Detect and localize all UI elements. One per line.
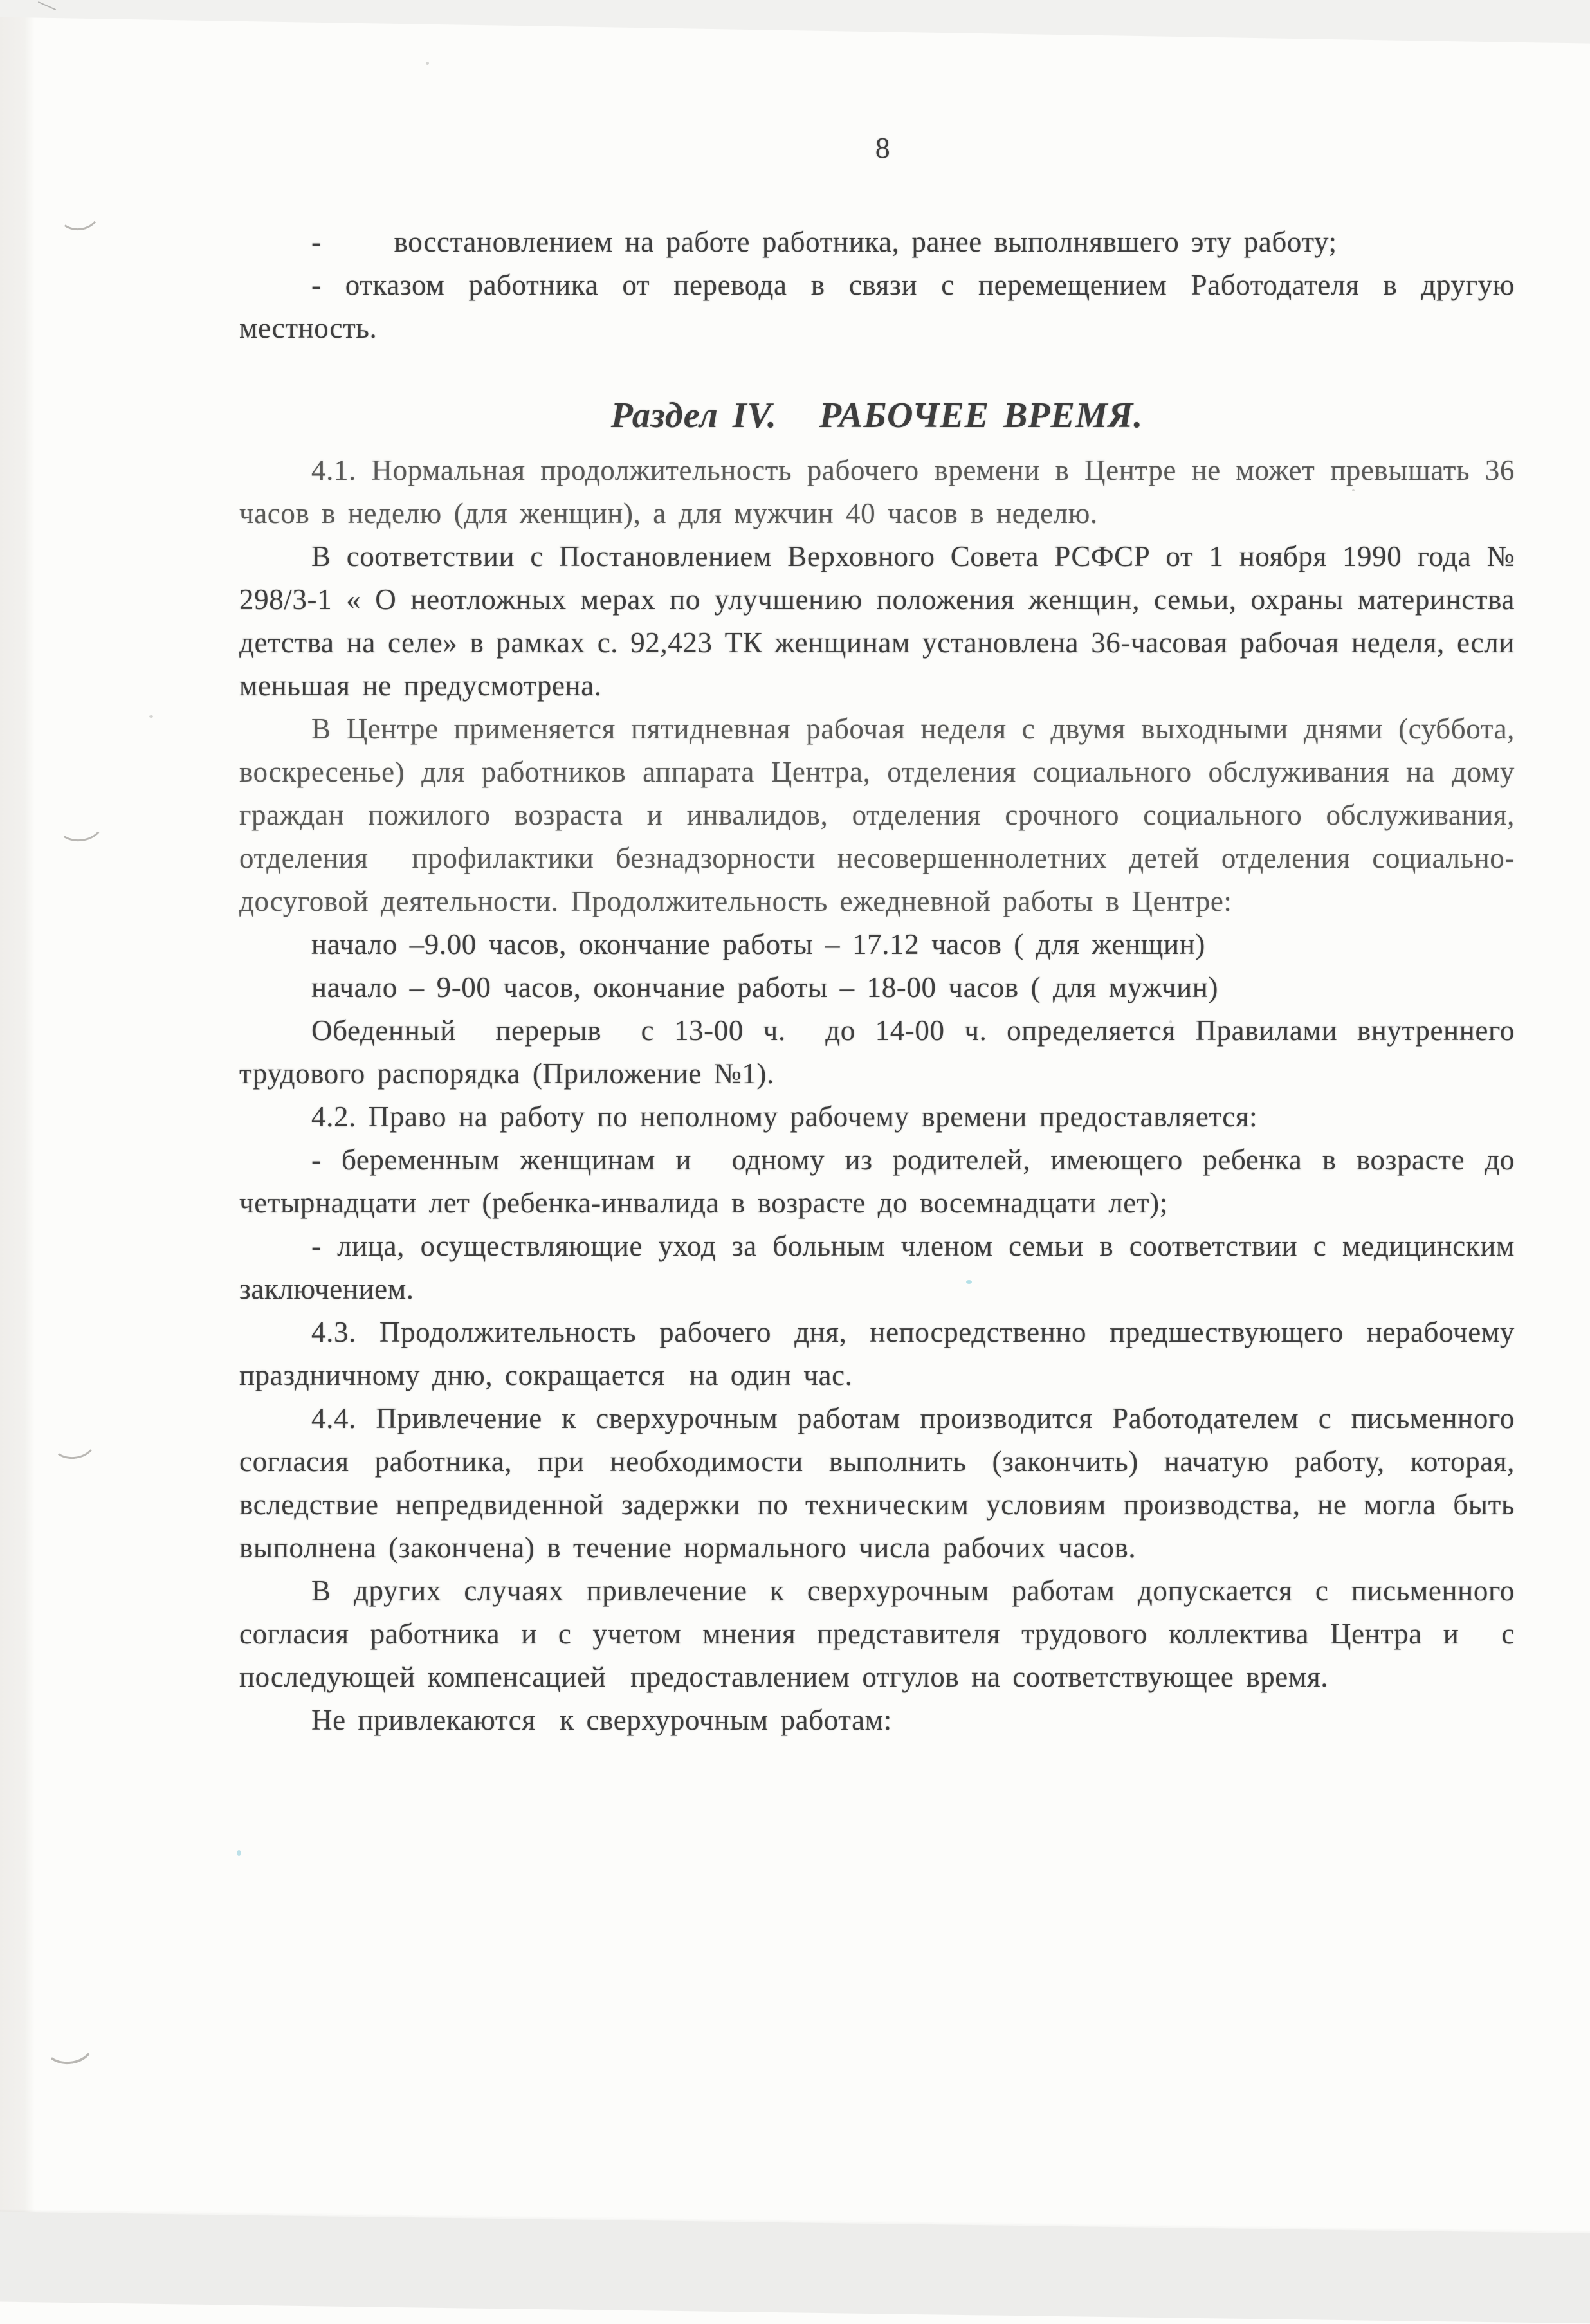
scan-speck: [426, 62, 429, 65]
paragraph: 4.4. Привлечение к сверхурочным работам производится Работодателем с письменного согласия работника, при необходимости выполнить (закончить) начатую работу, которая, вследствие непредвиденной задержки по техническим условиям производства, не могла быть выполнена (закончена) в течение нормального числа рабочих часов.: [239, 1402, 1515, 1564]
scan-speck: [149, 715, 153, 718]
paragraph: В соответствии с Постановлением Верховного Совета РСФСР от 1 ноября 1990 года № 298/3-1 « О неотложных мерах по улучшению положения женщин, семьи, охраны материнства детства на селе» в рамках с. 92,423 ТК женщинам установлена 36-часовая рабочая неделя, если меньшая не предусмотрена.: [239, 540, 1515, 702]
scan-arc-mark: [53, 800, 107, 845]
scan-edge-top: [0, 0, 1590, 44]
document-body: [239, 221, 1515, 1742]
section-heading: Раздел IV. РАБОЧЕЕ ВРЕМЯ.: [610, 396, 1144, 435]
paragraph: Обеденный перерыв с 13-00 ч. до 14-00 ч. определяется Правилами внутреннего трудового распорядка (Приложение №1).: [239, 1014, 1515, 1090]
paragraph: 4.1. Нормальная продолжительность рабочего времени в Центре не может превышать 36 часов в неделю (для женщин), а для мужчин 40 часов в неделю.: [239, 454, 1515, 529]
paragraph: 4.2. Право на работу по неполному рабочему времени предоставляется:: [311, 1101, 1258, 1133]
paragraph: 4.3. Продолжительность рабочего дня, непосредственно предшествующего нерабочему праздничному дню, сокращается на один час.: [239, 1316, 1515, 1391]
paragraph: - отказом работника от перевода в связи с перемещением Работодателя в другую местность.: [239, 269, 1515, 344]
paragraph: - беременным женщинам и одному из родителей, имеющего ребенка в возрасте до четырнадцати лет (ребенка-инвалида в возрасте до восемнадцати лет);: [239, 1144, 1515, 1219]
scan-color-speck: [237, 1850, 241, 1856]
paragraph: начало –9.00 часов, окончание работы – 17.12 часов ( для женщин): [311, 928, 1205, 960]
paragraph: В Центре применяется пятидневная рабочая неделя с двумя выходными днями (суббота, воскресенье) для работников аппарата Центра, отделения социального обслуживания на дому граждан пожилого возраста и инвалидов, отделения срочного социального обслуживания, отделения профилактики безнадзорности несовершеннолетних детей отделения социально-досуговой деятельности. Продолжительность ежедневной работы в Центре:: [239, 713, 1515, 917]
document-text-column: [239, 126, 1515, 1742]
page-number: 8: [875, 131, 891, 164]
scan-arc-mark: [42, 2022, 96, 2067]
paragraph: - лица, осуществляющие уход за больным членом семьи в соответствии с медицинским заключением.: [239, 1230, 1515, 1305]
scan-arc-mark: [55, 190, 103, 233]
paragraph: В других случаях привлечение к сверхурочным работам допускается с письменного согласия работника и с учетом мнения представителя трудового коллектива Центра и с последующей компенсацией предоставлением отгулов на соответствующее время.: [239, 1575, 1515, 1693]
paragraph: - восстановлением на работе работника, ранее выполнявшего эту работу;: [311, 226, 1337, 258]
scan-arc-mark: [48, 1419, 99, 1461]
scan-edge-bottom: [0, 2211, 1590, 2324]
paragraph: Не привлекаются к сверхурочным работам:: [311, 1704, 892, 1736]
paragraph: начало – 9-00 часов, окончание работы – 18-00 часов ( для мужчин): [311, 971, 1219, 1003]
scanner-edge-left: [0, 0, 35, 2238]
